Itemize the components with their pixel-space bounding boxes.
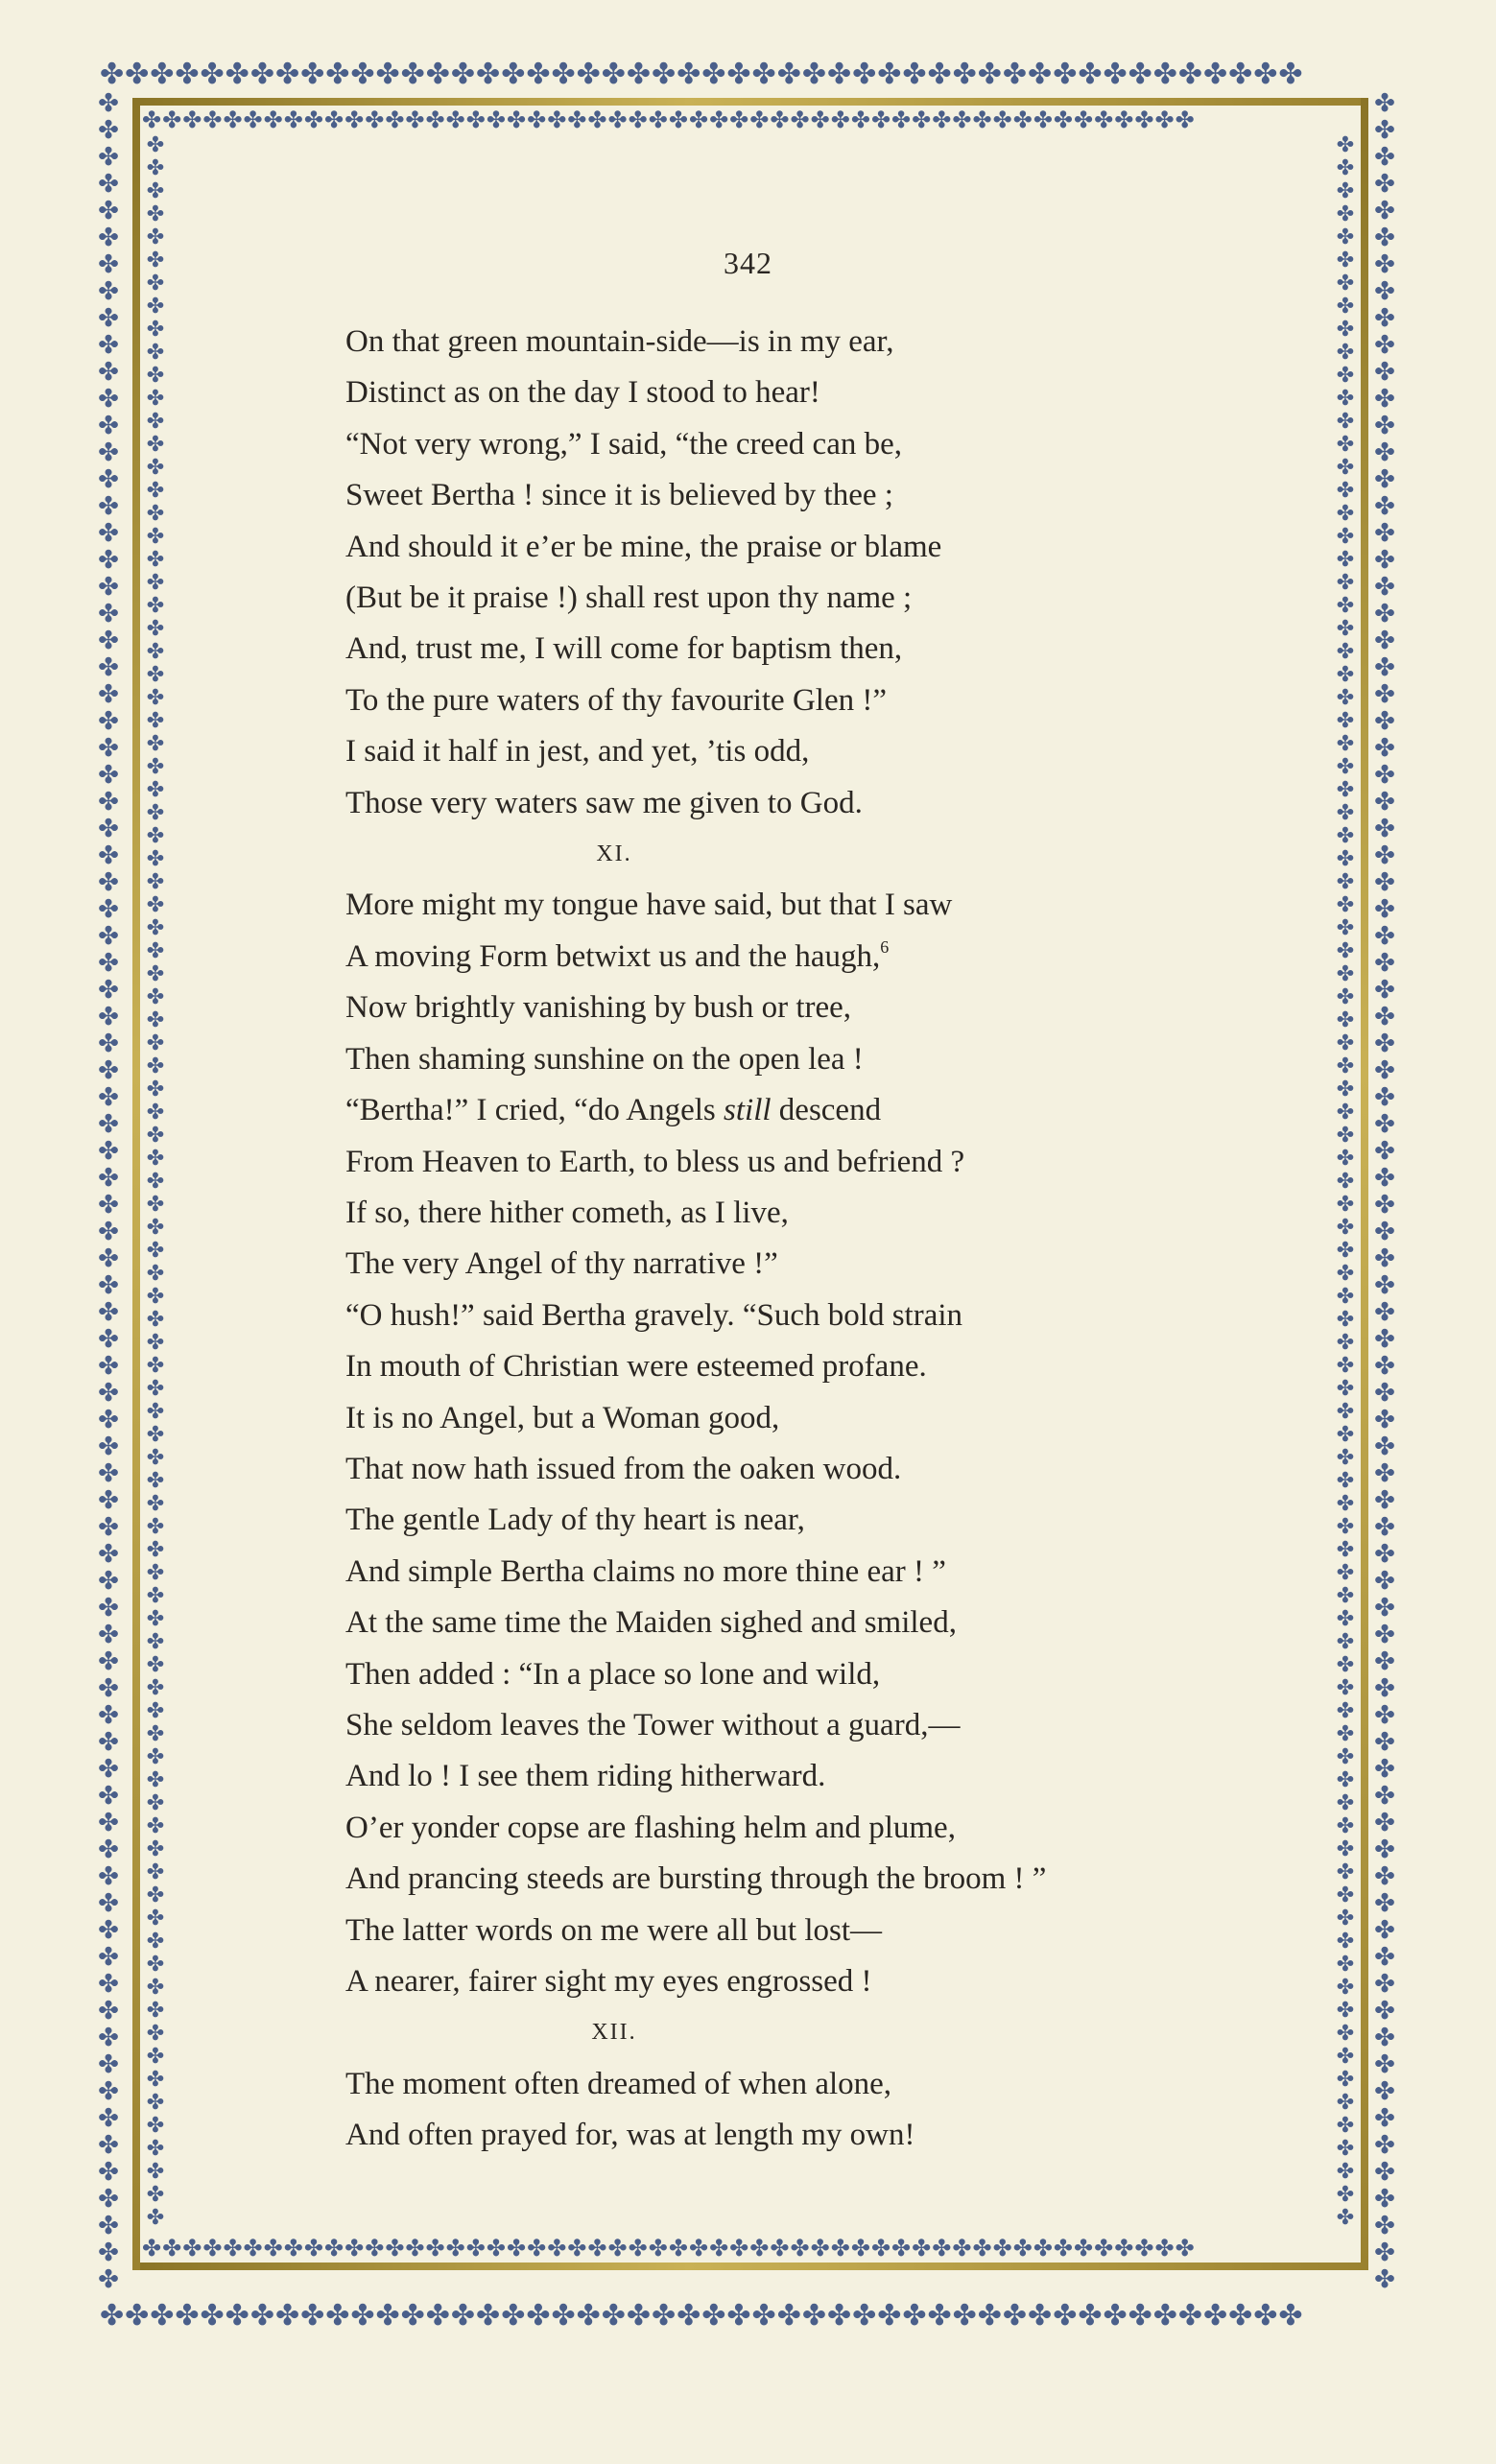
border-ornament-top-outer: ✤✤✤✤✤✤✤✤✤✤✤✤✤✤✤✤✤✤✤✤✤✤✤✤✤✤✤✤✤✤✤✤✤✤✤✤✤✤✤✤✤✤✤✤✤✤✤✤: [100, 59, 1304, 90]
verse-line-text: A moving Form betwixt us and the haugh,: [345, 938, 881, 974]
gold-rule-bottom: [132, 2263, 1368, 2270]
verse-line: The latter words on me were all but lost—: [345, 1912, 883, 1948]
verse-line: She seldom leaves the Tower without a guard,—: [345, 1707, 961, 1742]
verse-line: The gentle Lady of thy heart is near,: [345, 1503, 805, 1538]
stanza-numeral-xii: XII.: [591, 2020, 637, 2046]
gold-rule-top: [132, 98, 1368, 106]
footnote-marker: 6: [880, 936, 890, 957]
verse-line: Distinct as on the day I stood to hear!: [345, 375, 820, 411]
verse-line: If so, there hither cometh, as I live,: [345, 1195, 789, 1230]
verse-line: And, trust me, I will come for baptism then,: [345, 631, 903, 667]
verse-line: A nearer, fairer sight my eyes engrossed !: [345, 1964, 872, 1999]
border-ornament-bottom-inner: ✤✤✤✤✤✤✤✤✤✤✤✤✤✤✤✤✤✤✤✤✤✤✤✤✤✤✤✤✤✤✤✤✤✤✤✤✤✤✤✤✤✤✤✤✤✤✤✤✤✤✤✤: [142, 2236, 1196, 2261]
verse-line: From Heaven to Earth, to bless us and befriend ?: [345, 1144, 965, 1179]
verse-line: The moment often dreamed of when alone,: [345, 2066, 892, 2101]
verse-line: Then added : “In a place so lone and wild,: [345, 1656, 881, 1692]
verse-line: The very Angel of thy narrative !”: [345, 1246, 778, 1282]
border-ornament-right-outer: ✤✤✤✤✤✤✤✤✤✤✤✤✤✤✤✤✤✤✤✤✤✤✤✤✤✤✤✤✤✤✤✤✤✤✤✤✤✤✤✤✤✤✤✤✤✤✤✤✤✤✤✤✤✤✤✤✤✤✤✤✤✤✤✤✤✤✤✤✤✤✤✤✤✤✤✤✤✤✤✤✤✤: [1374, 90, 1395, 2294]
border-ornament-left-inner: ✤✤✤✤✤✤✤✤✤✤✤✤✤✤✤✤✤✤✤✤✤✤✤✤✤✤✤✤✤✤✤✤✤✤✤✤✤✤✤✤✤✤✤✤✤✤✤✤✤✤✤✤✤✤✤✤✤✤✤✤✤✤✤✤✤✤✤✤✤✤✤✤✤✤✤✤✤✤✤✤✤✤✤✤✤✤✤✤✤✤✤: [146, 134, 165, 2230]
verse-line: Then shaming sunshine on the open lea !: [345, 1041, 864, 1077]
verse-line: More might my tongue have said, but that I saw: [345, 888, 953, 923]
verse-line: And simple Bertha claims no more thine ear ! ”: [345, 1553, 946, 1589]
verse-line: Sweet Bertha ! since it is believed by thee ;: [345, 478, 893, 513]
border-ornament-bottom-outer: ✤✤✤✤✤✤✤✤✤✤✤✤✤✤✤✤✤✤✤✤✤✤✤✤✤✤✤✤✤✤✤✤✤✤✤✤✤✤✤✤✤✤✤✤✤✤✤✤: [100, 2301, 1304, 2332]
verse-line: In mouth of Christian were esteemed profane.: [345, 1349, 927, 1385]
verse-line: To the pure waters of thy favourite Glen !”: [345, 682, 887, 718]
verse-line: Those very waters saw me given to God.: [345, 785, 863, 820]
verse-line: O’er yonder copse are flashing helm and plume,: [345, 1810, 956, 1845]
verse-line: It is no Angel, but a Woman good,: [345, 1400, 780, 1435]
border-ornament-left-outer: ✤✤✤✤✤✤✤✤✤✤✤✤✤✤✤✤✤✤✤✤✤✤✤✤✤✤✤✤✤✤✤✤✤✤✤✤✤✤✤✤✤✤✤✤✤✤✤✤✤✤✤✤✤✤✤✤✤✤✤✤✤✤✤✤✤✤✤✤✤✤✤✤✤✤✤✤✤✤✤✤✤✤: [98, 90, 119, 2294]
stanza-numeral-xi: XI.: [596, 841, 632, 867]
verse-line: That now hath issued from the oaken wood.: [345, 1451, 902, 1486]
gold-rule-left: [132, 98, 140, 2270]
verse-line-text: “Bertha!” I cried, “do Angels: [345, 1093, 716, 1128]
verse-line: Now brightly vanishing by bush or tree,: [345, 990, 852, 1026]
italic-word: still: [724, 1093, 772, 1128]
verse-line-tail: descend: [778, 1093, 882, 1128]
verse-line: And should it e’er be mine, the praise or blame: [345, 529, 942, 564]
verse-line: I said it half in jest, and yet, ’tis odd,: [345, 734, 810, 770]
gold-rule-right: [1361, 98, 1368, 2270]
verse-line: At the same time the Maiden sighed and smiled,: [345, 1605, 957, 1641]
poem-text: [345, 317, 1305, 2162]
verse-line: “O hush!” said Bertha gravely. “Such bold strain: [345, 1297, 963, 1333]
border-ornament-top-inner: ✤✤✤✤✤✤✤✤✤✤✤✤✤✤✤✤✤✤✤✤✤✤✤✤✤✤✤✤✤✤✤✤✤✤✤✤✤✤✤✤✤✤✤✤✤✤✤✤✤✤✤✤: [142, 107, 1196, 132]
verse-line: “Not very wrong,” I said, “the creed can be,: [345, 426, 902, 462]
verse-line-with-footnote: [345, 932, 1305, 983]
verse-line: And often prayed for, was at length my own!: [345, 2118, 915, 2153]
border-ornament-right-inner: ✤✤✤✤✤✤✤✤✤✤✤✤✤✤✤✤✤✤✤✤✤✤✤✤✤✤✤✤✤✤✤✤✤✤✤✤✤✤✤✤✤✤✤✤✤✤✤✤✤✤✤✤✤✤✤✤✤✤✤✤✤✤✤✤✤✤✤✤✤✤✤✤✤✤✤✤✤✤✤✤✤✤✤✤✤✤✤✤✤✤✤: [1336, 134, 1355, 2230]
verse-line: (But be it praise !) shall rest upon thy name ;: [345, 580, 913, 616]
verse-line: And prancing steeds are bursting through the broom ! ”: [345, 1861, 1047, 1897]
verse-line: On that green mountain-side—is in my ear,: [345, 324, 894, 359]
page-number: 342: [724, 246, 772, 280]
verse-line-with-italic: [345, 1085, 1305, 1136]
verse-line: And lo ! I see them riding hitherward.: [345, 1759, 826, 1794]
